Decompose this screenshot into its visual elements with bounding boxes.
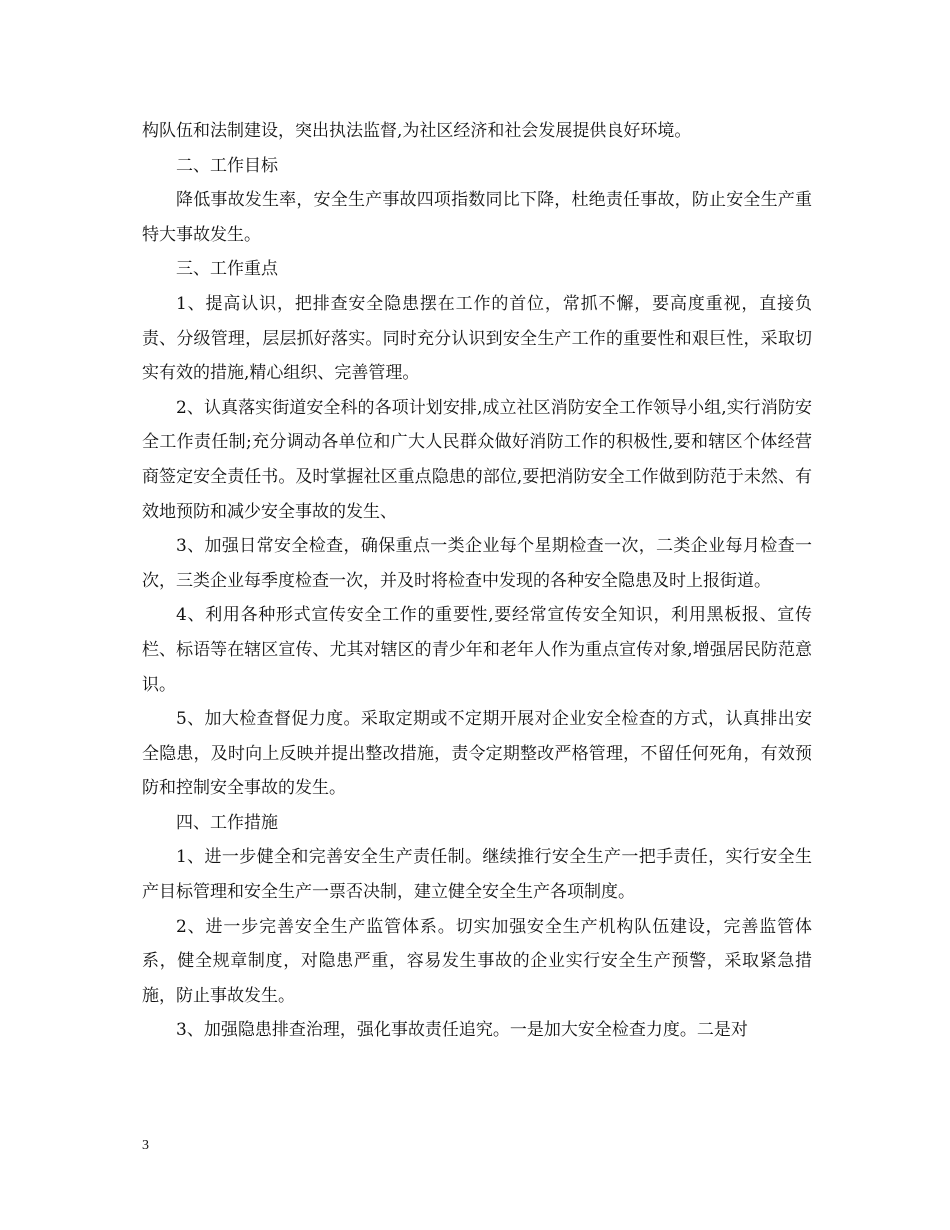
paragraph-focus-3: 3、加强日常安全检查，确保重点一类企业每个星期检查一次，二类企业每月检查一次，三类企业每季度检查一次，并及时将检查中发现的各种安全隐患及时上报街道。: [142, 536, 812, 591]
paragraph-measure-1: 1、进一步健全和完善安全生产责任制。继续推行安全生产一把手责任，实行安全生产目标管理和安全生产一票否决制，建立健全安全生产各项制度。: [142, 847, 812, 903]
section-heading-work-focus: 三、工作重点: [176, 259, 278, 280]
paragraph-measure-3: 3、加强隐患排查治理，强化事故责任追究。一是加大安全检查力度。二是对: [176, 1020, 748, 1041]
paragraph-measure-2: 2、进一步完善安全生产监管体系。切实加强安全生产机构队伍建设，完善监管体系，健全规章制度，对隐患严重，容易发生事故的企业实行安全生产预警，采取紧急措施，防止事故发生。: [142, 916, 812, 1006]
section-heading-work-measures: 四、工作措施: [176, 812, 278, 833]
paragraph-focus-5: 5、加大检查督促力度。采取定期或不定期开展对企业安全检查的方式，认真排出安全隐患，及时向上反映并提出整改措施，责令定期整改严格管理，不留任何死角，有效预防和控制安全事故的发生。: [142, 709, 812, 799]
paragraph-focus-2: 2、认真落实街道安全科的各项计划安排,成立社区消防安全工作领导小组,实行消防安全工作责任制;充分调动各单位和广大人民群众做好消防工作的积极性,要和辖区个体经营商签定安全责任书。及时掌握社区重点隐患的部位,要把消防安全工作做到防范于未然、有效地预防和减少安全事故的发生、: [142, 397, 812, 522]
paragraph-work-goals: 降低事故发生率，安全生产事故四项指数同比下降，杜绝责任事故，防止安全生产重特大事故发生。: [142, 190, 812, 245]
paragraph-continuation: 构队伍和法制建设，突出执法监督,为社区经济和社会发展提供良好环境。: [142, 121, 692, 141]
paragraph-focus-4: 4、利用各种形式宣传安全工作的重要性,要经常宣传安全知识，利用黑板报、宣传栏、标语等在辖区宣传、尤其对辖区的青少年和老年人作为重点宣传对象,增强居民防范意识。: [142, 605, 812, 695]
paragraph-focus-1: 1、提高认识，把排查安全隐患摆在工作的首位，常抓不懈，要高度重视，直接负责、分级管理，层层抓好落实。同时充分认识到安全生产工作的重要性和艰巨性，采取切实有效的措施,精心组织、完善管理。: [142, 293, 812, 384]
document-body: [142, 114, 812, 1048]
page-number: 3: [142, 1138, 149, 1153]
section-heading-work-goals: 二、工作目标: [176, 155, 278, 176]
